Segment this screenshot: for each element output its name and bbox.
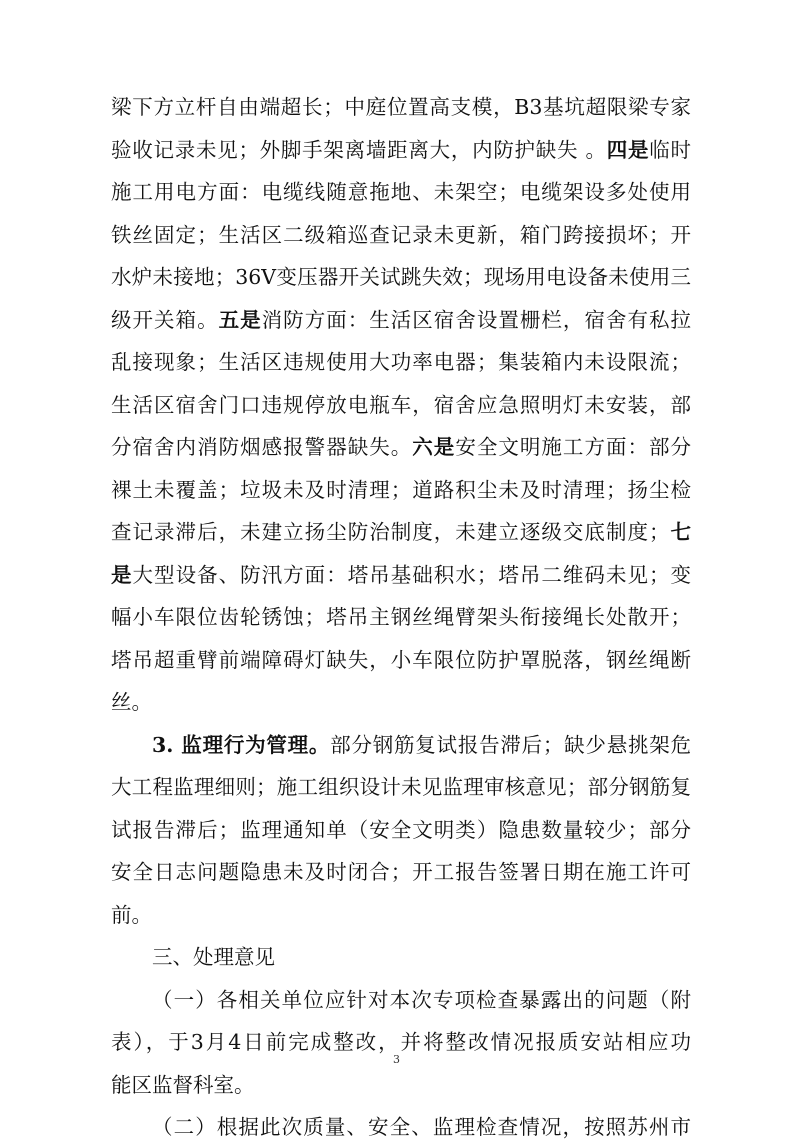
text-line: 表），于3月4日前完成整改，并将整改情况报质安站相应功 bbox=[111, 1030, 691, 1054]
text-line: 塔吊超重臂前端障碍灯缺失，小车限位防护罩脱落，钢丝绳断 bbox=[111, 648, 691, 672]
section-title: 3. 监理行为管理。 bbox=[152, 733, 331, 757]
text-line: 裸土未覆盖；垃圾未及时清理；道路积尘未及时清理；扬尘检 bbox=[111, 478, 691, 502]
text-line: 查记录滞后，未建立扬尘防治制度，未建立逐级交底制度；七 bbox=[111, 520, 692, 544]
heading-marker-five: 五是 bbox=[218, 308, 262, 332]
heading-marker-seven: 七 bbox=[669, 520, 692, 544]
heading-marker-seven-cont: 是 bbox=[111, 563, 133, 587]
text-line: （一）各相关单位应针对本次专项检查暴露出的问题（附 bbox=[152, 988, 691, 1012]
heading-marker-six: 六是 bbox=[412, 435, 456, 459]
section-heading-handling: 三、处理意见 bbox=[152, 945, 275, 969]
text-line: 分宿舍内消防烟感报警器缺失。六是安全文明施工方面：部分 bbox=[111, 435, 692, 459]
text-line: 大工程监理细则；施工组织设计未见监理审核意见；部分钢筋复 bbox=[111, 775, 691, 799]
text-line: 施工用电方面：电缆线随意拖地、未架空；电缆架设多处使用 bbox=[111, 180, 691, 204]
heading-marker-four: 四是 bbox=[606, 138, 650, 162]
text-line: 丝。 bbox=[111, 690, 152, 714]
text-line: 试报告滞后；监理通知单（安全文明类）隐患数量较少；部分 bbox=[111, 818, 691, 842]
text-line: 是大型设备、防汛方面：塔吊基础积水；塔吊二维码未见；变 bbox=[111, 563, 692, 587]
page-number: 3 bbox=[393, 1053, 400, 1066]
text-line: 生活区宿舍门口违规停放电瓶车，宿舍应急照明灯未安装，部 bbox=[111, 393, 691, 417]
text-line: 铁丝固定；生活区二级箱巡查记录未更新，箱门跨接损坏；开 bbox=[111, 223, 691, 247]
text-line: 级开关箱。五是消防方面：生活区宿舍设置栅栏，宿舍有私拉 bbox=[111, 308, 692, 332]
text-line: 能区监督科室。 bbox=[111, 1073, 255, 1097]
text-line: 梁下方立杆自由端超长；中庭位置高支模，B3基坑超限梁专家 bbox=[111, 95, 691, 119]
text-line: （二）根据此次质量、安全、监理检查情况，按照苏州市 bbox=[152, 1115, 691, 1139]
text-line: 验收记录未见；外脚手架离墙距离大，内防护缺失 。四是临时 bbox=[111, 138, 692, 162]
section-heading-supervision: 3. 监理行为管理。部分钢筋复试报告滞后；缺少悬挑架危 bbox=[152, 733, 692, 757]
text-line: 幅小车限位齿轮锈蚀；塔吊主钢丝绳臂架头衔接绳长处散开； bbox=[111, 605, 691, 629]
text-line: 水炉未接地；36V变压器开关试跳失效；现场用电设备未使用三 bbox=[111, 265, 691, 289]
text-line: 安全日志问题隐患未及时闭合；开工报告签署日期在施工许可 bbox=[111, 860, 691, 884]
text-line: 前。 bbox=[111, 903, 152, 927]
text-line: 乱接现象；生活区违规使用大功率电器；集装箱内未设限流； bbox=[111, 350, 691, 374]
